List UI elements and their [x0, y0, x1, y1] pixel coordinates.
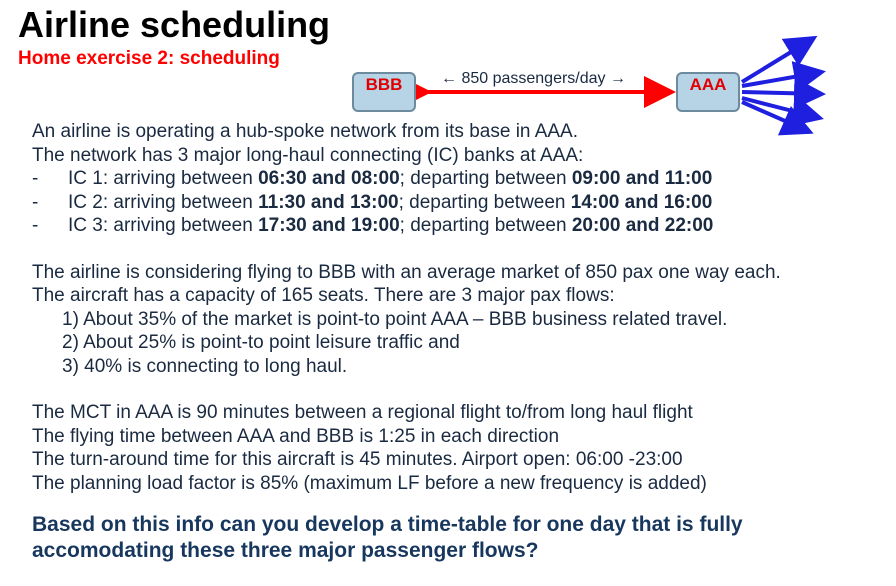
- flow-label: ← 850 passengers/day →: [441, 70, 626, 87]
- exercise-body: [32, 120, 781, 495]
- list-dash: -: [32, 215, 39, 236]
- list-dash: -: [32, 191, 39, 213]
- bank-text: IC 1: arriving between 06:30 and 08:00; departing between 09:00 and 11:00: [68, 168, 713, 189]
- airport-node-aaa: AAA: [676, 72, 740, 112]
- intro-line: The network has 3 major long-haul connecting (IC) banks at AAA:: [32, 144, 584, 166]
- list-dash: -: [32, 168, 39, 189]
- ic-bank-row: [32, 214, 781, 238]
- constraint-line: The flying time between AAA and BBB is 1:25 in each direction: [32, 425, 560, 447]
- bank-text: IC 3: arriving between 17:30 and 19:00; departing between 20:00 and 22:00: [68, 215, 714, 236]
- intro-line: An airline is operating a hub-spoke network from its base in AAA.: [32, 121, 579, 142]
- spoke-arrow: [742, 92, 822, 94]
- airport-node-bbb: BBB: [352, 72, 416, 112]
- pax-flow-item: 1) About 35% of the market is point-to point AAA – BBB business related travel.: [62, 308, 728, 330]
- constraint-line: The planning load factor is 85% (maximum LF before a new frequency is added): [32, 472, 707, 494]
- page-title: Airline scheduling: [18, 4, 331, 45]
- constraint-line: The MCT in AAA is 90 minutes between a regional flight to/from long haul flight: [32, 402, 693, 423]
- market-line: The aircraft has a capacity of 165 seats. There are 3 major pax flows:: [32, 285, 615, 306]
- market-line: The airline is considering flying to BBB with an average market of 850 pax one way each.: [32, 261, 781, 283]
- ic-bank-row: [32, 191, 781, 215]
- pax-flow-item: 3) 40% is connecting to long haul.: [62, 355, 348, 377]
- ic-bank-row: [32, 167, 781, 191]
- exercise-question: Based on this info can you develop a time-table for one day that is fully accomodating these three major passenger flows?: [32, 513, 743, 562]
- constraint-line: The turn-around time for this aircraft is 45 minutes. Airport open: 06:00 -23:00: [32, 449, 683, 470]
- bank-text: IC 2: arriving between 11:30 and 13:00; departing between 14:00 and 16:00: [68, 191, 713, 213]
- pax-flow-item: 2) About 25% is point-to point leisure traffic and: [62, 332, 460, 353]
- exercise-subtitle: Home exercise 2: scheduling: [18, 48, 280, 69]
